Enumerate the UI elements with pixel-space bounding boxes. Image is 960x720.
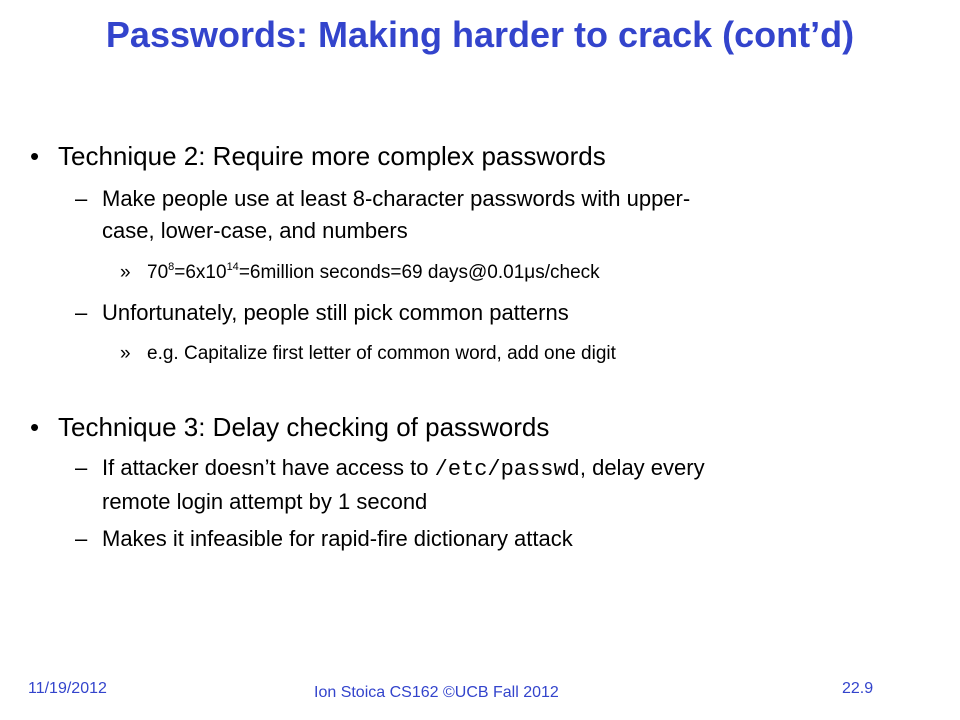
footer-date: 11/19/2012 [28,680,107,697]
calc-rest: =6million seconds=69 days@0.01μs/check [238,262,600,283]
technique2-calc [147,262,600,284]
dash-marker: – [75,526,88,551]
technique3-item2: Makes it infeasible for rapid-fire dictionary attack [102,526,573,551]
technique2-item2: Unfortunately, people still pick common patterns [102,300,569,325]
technique2-example: e.g. Capitalize first letter of common word, add one digit [147,343,616,364]
technique3-item1-line1 [102,455,705,482]
technique2-item1-line1: Make people use at least 8-character passwords with upper- [102,186,691,211]
dash-marker: – [75,300,88,325]
slide-title: Passwords: Making harder to crack (cont’d) [105,14,855,55]
footer-author: Ion Stoica CS162 ©UCB Fall 2012 [314,684,559,701]
passwd-path: /etc/passwd [434,457,580,482]
item1-pre: If attacker doesn’t have access to [102,455,435,480]
technique2-item1-line2: case, lower-case, and numbers [102,218,408,243]
dash-marker: – [75,455,88,480]
bullet-marker: • [30,141,40,171]
item1-post: , delay every [579,455,705,480]
calc-exp1: 8 [168,261,175,273]
sub-marker: » [120,262,131,283]
calc-base: 70 [147,262,169,283]
dash-marker: – [75,186,88,211]
bullet-marker: • [30,412,40,442]
footer-page-number: 22.9 [842,680,874,697]
technique3-item1-line2: remote login attempt by 1 second [102,489,428,514]
calc-mid: =6x10 [174,262,227,283]
calc-exp2: 14 [226,261,239,273]
sub-marker: » [120,343,131,364]
technique3-heading: Technique 3: Delay checking of passwords [58,412,550,442]
technique2-heading: Technique 2: Require more complex passwords [58,141,606,171]
